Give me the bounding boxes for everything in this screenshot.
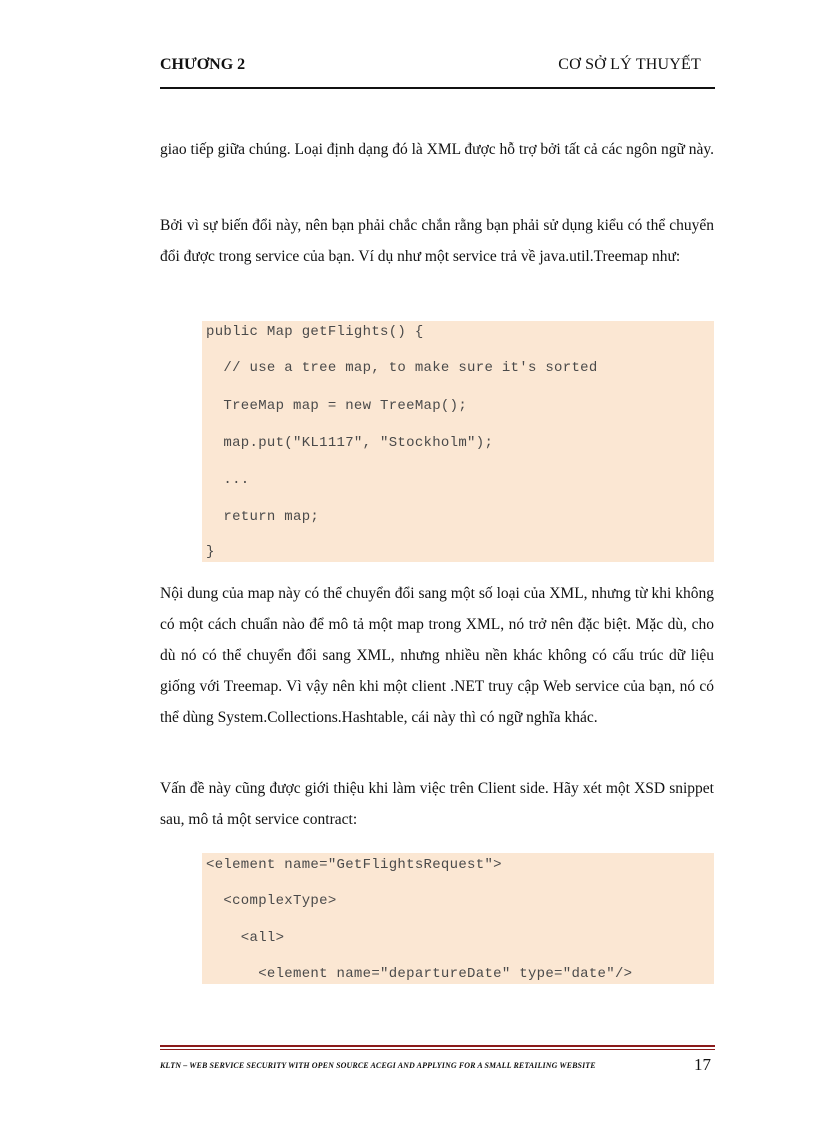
footer-divider-thin — [160, 1049, 715, 1050]
paragraph-1: giao tiếp giữa chúng. Loại định dạng đó là XML được hỗ trợ bởi tất cả các ngôn ngữ này. — [160, 141, 714, 158]
code-line: map.put("KL1117", "Stockholm"); — [206, 435, 494, 451]
header-divider — [160, 87, 715, 89]
code-line: <complexType> — [206, 893, 337, 909]
paragraph-2: Bởi vì sự biến đổi này, nên bạn phải chắc chắn rằng bạn phải sử dụng kiểu có thể chuyển đổi được trong service của bạn. Ví dụ như một service trả về java.util.Treemap như: — [160, 217, 714, 265]
paragraph-4: Vấn đề này cũng được giới thiệu khi làm việc trên Client side. Hãy xét một XSD snippet sau, mô tả một service contract: — [160, 780, 714, 828]
page-header — [160, 56, 715, 78]
footer-divider — [160, 1045, 715, 1047]
code-block-java — [202, 321, 714, 562]
footer-title: KLTN – WEB SERVICE SECURITY WITH OPEN SOURCE ACEGI AND APPLYING FOR A SMALL RETAILING WEBSITE — [160, 1061, 596, 1070]
code-line: public Map getFlights() { — [206, 324, 424, 340]
page-number: 17 — [694, 1055, 711, 1074]
code-line: } — [206, 544, 215, 560]
code-line: ... — [206, 472, 250, 488]
chapter-label: CHƯƠNG 2 — [160, 56, 246, 73]
code-line: return map; — [206, 509, 320, 525]
code-line: <element name="GetFlightsRequest"> — [206, 857, 502, 873]
paragraph-3: Nội dung của map này có thể chuyển đổi sang một số loại của XML, nhưng từ khi không có một cách chuẩn nào để mô tả một map trong XML, nó trở nên đặc biệt. Mặc dù, cho dù nó có thể chuyển đổi sang XML, nhưng nhiều nền khác không có cấu trúc dữ liệu giống với Treemap. Vì vậy nên khi một client .NET truy cập Web service của bạn, nó có thể dùng System.Collections.Hashtable, cái này thì có ngữ nghĩa khác. — [160, 585, 714, 726]
code-line: // use a tree map, to make sure it's sorted — [206, 360, 598, 376]
code-line: <all> — [206, 930, 285, 946]
code-block-xsd — [202, 853, 714, 984]
section-title: CƠ SỞ LÝ THUYẾT — [558, 56, 701, 73]
code-line: TreeMap map = new TreeMap(); — [206, 398, 468, 414]
code-line: <element name="departureDate" type="date"/> — [206, 966, 633, 982]
